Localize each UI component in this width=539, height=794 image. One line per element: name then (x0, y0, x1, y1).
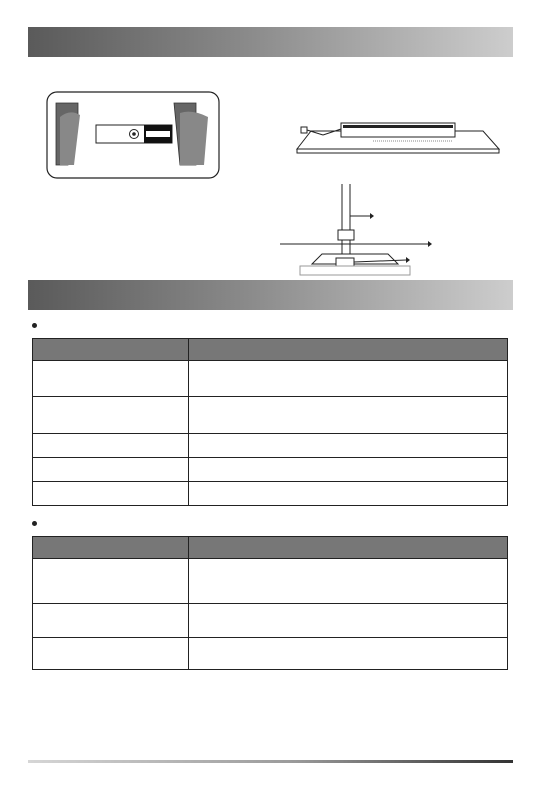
section-header-band-2 (28, 280, 513, 310)
table-cell (189, 559, 508, 604)
table-cell (189, 361, 508, 397)
table-row (33, 458, 508, 482)
pole-mount-diagram (278, 184, 438, 277)
header-cell-value (189, 339, 508, 361)
table-cell (33, 604, 189, 638)
table-cell (33, 559, 189, 604)
table-header-row (33, 339, 508, 361)
table-row (33, 559, 508, 604)
table-header-row (33, 537, 508, 559)
table-cell (189, 458, 508, 482)
section-header-band-1 (28, 27, 513, 57)
table-cell (33, 361, 189, 397)
display-top-view-illustration (293, 117, 503, 157)
table-row (33, 482, 508, 506)
header-cell-param (33, 537, 189, 559)
table-cell (189, 604, 508, 638)
table-cell (33, 638, 189, 670)
table-cell (33, 482, 189, 506)
table-row (33, 397, 508, 434)
table-cell (189, 638, 508, 670)
header-cell-param (33, 339, 189, 361)
table-cell (33, 434, 189, 458)
table-cell (189, 434, 508, 458)
table-row (33, 638, 508, 670)
footer-rule (28, 760, 513, 763)
mounting-clip-illustration (46, 91, 220, 179)
table-cell (33, 397, 189, 434)
spec-table-2 (32, 536, 508, 670)
header-cell-value (189, 537, 508, 559)
bullet-marker-1 (32, 323, 37, 328)
table-row (33, 434, 508, 458)
table-cell (189, 397, 508, 434)
spec-table-1 (32, 338, 508, 506)
table-cell (189, 482, 508, 506)
table-cell (33, 458, 189, 482)
table-row (33, 361, 508, 397)
table-row (33, 604, 508, 638)
bullet-marker-2 (32, 521, 37, 526)
